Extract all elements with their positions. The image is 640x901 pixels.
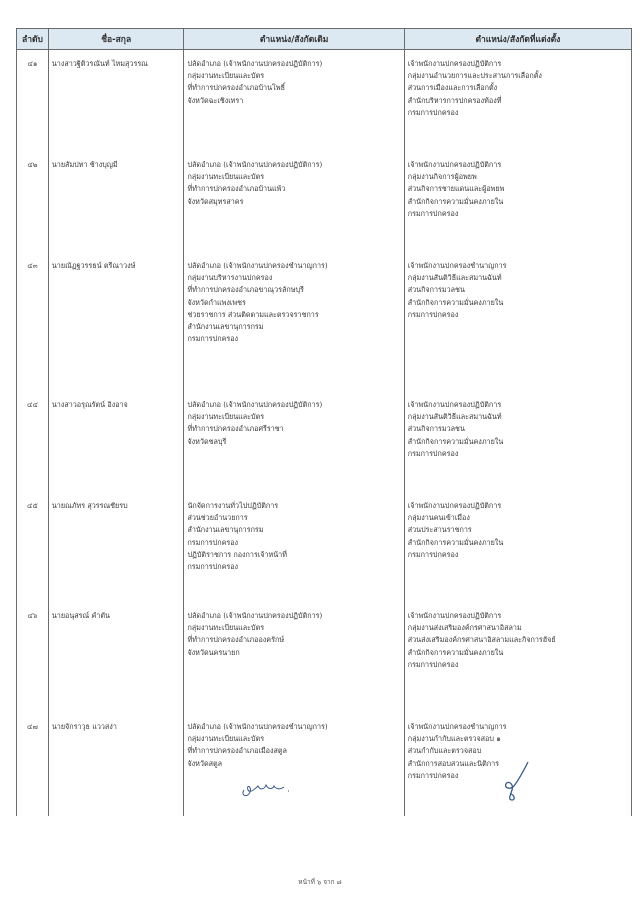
new-position-line: กลุ่มงานสันติวิธีและสมานฉันท์ — [407, 273, 502, 283]
new-position-line: สำนักกิจการความมั่นคงภายใน — [407, 436, 504, 446]
new-position — [405, 252, 631, 391]
old-position — [184, 391, 404, 492]
table-row — [16, 713, 632, 816]
header-index: ลำดับ — [17, 29, 49, 49]
signature-right — [498, 760, 534, 804]
new-position-line: เจ้าพนักงานปกครองปฏิบัติการ — [407, 59, 502, 68]
old-position-line: ส่วนช่วยอำนวยการ — [187, 513, 248, 523]
appointment-table — [16, 28, 632, 816]
old-position-line: จังหวัดชลบุรี — [187, 436, 227, 446]
old-position — [184, 602, 404, 713]
new-position-line: เจ้าพนักงานปกครองชำนาญการ — [407, 261, 507, 270]
new-position-line: ส่วนกำกับและตรวจสอบ — [407, 746, 482, 756]
page-number: หน้าที่ ๖ จาก ๘ — [298, 878, 342, 886]
new-position-line: เจ้าพนักงานปกครองปฏิบัติการ — [407, 400, 502, 409]
row-index: ๔๒ — [17, 151, 49, 252]
new-position-line: ส่วนกิจการชายแดนและผู้อพยพ — [407, 184, 505, 194]
old-position-line: ที่ทำการปกครองอำเภอเมืองสตูล — [187, 746, 287, 756]
header-name: ชื่อ-สกุล — [49, 29, 185, 49]
new-position-line: ส่วนการเมืองและการเลือกตั้ง — [407, 83, 498, 93]
old-position-line: จังหวัดฉะเชิงเทรา — [187, 95, 244, 105]
old-position-line: จังหวัดนครนายก — [187, 647, 240, 657]
old-position-line: กรมการปกครอง — [187, 537, 239, 547]
header-new-position: ตำแหน่ง/สังกัดที่แต่งตั้ง — [475, 35, 561, 45]
old-position-line: ที่ทำการปกครองอำเภอบ้านโพธิ์ — [187, 83, 285, 93]
new-position-line: กรมการปกครอง — [407, 208, 459, 218]
table-header — [16, 28, 632, 50]
new-position-line: กรมการปกครอง — [407, 770, 459, 780]
header-old-position: ตำแหน่ง/สังกัดเดิม — [184, 29, 404, 49]
old-position-line: จังหวัดสมุทรสาคร — [187, 196, 244, 206]
old-position — [184, 713, 404, 816]
old-position-line: ปลัดอำเภอ (เจ้าพนักงานปกครองปฏิบัติการ) — [187, 59, 323, 68]
table-body — [16, 50, 632, 816]
old-position-line: จังหวัดสตูล — [187, 758, 223, 768]
old-position-line: กลุ่มงานทะเบียนและบัตร — [187, 172, 265, 182]
old-position — [184, 252, 404, 391]
old-position-line: กลุ่มงานทะเบียนและบัตร — [187, 623, 265, 633]
new-position-line: สำนักกิจการความมั่นคงภายใน — [407, 297, 504, 307]
new-position — [405, 391, 631, 492]
new-position-line: เจ้าพนักงานปกครองชำนาญการ — [407, 722, 507, 731]
table-row — [16, 151, 632, 252]
person-name: นางสาวอรุณรัตน์ อิงอาจ — [49, 391, 185, 492]
person-name: นายณัฏฐวรรธน์ ตรีณาวงษ์ — [49, 252, 185, 391]
row-index: ๔๔ — [17, 391, 49, 492]
new-position-line: กลุ่มงานกิจการผู้อพยพ — [407, 172, 477, 182]
new-position-line: ส่วนกิจการมวลชน — [407, 285, 465, 295]
new-position — [405, 492, 631, 602]
person-name: นายสัมปทา ช้างบุญมี — [49, 151, 185, 252]
table-row — [16, 391, 632, 492]
new-position-line: กลุ่มงานอำนวยการและประสานการเลือกตั้ง — [407, 71, 542, 81]
person-name: นายณภัทร สุวรรณชัยรบ — [49, 492, 185, 602]
table-row — [16, 602, 632, 713]
old-position-line: กลุ่มงานทะเบียนและบัตร — [187, 71, 265, 81]
new-position-line: ส่วนส่งเสริมองค์กรศาสนาอิสลามและกิจการฮัจย์ — [407, 635, 556, 645]
new-position — [405, 50, 631, 151]
signature-left — [238, 776, 298, 800]
new-position-line: สำนักกิจการความมั่นคงภายใน — [407, 647, 504, 657]
new-position-line: กรมการปกครอง — [407, 549, 459, 559]
new-position-line: กลุ่มงานคนเข้าเมือง — [407, 513, 470, 523]
new-position-line: สำนักบริหารการปกครองท้องที่ — [407, 95, 502, 105]
new-position-line: กลุ่มงานส่งเสริมองค์กรศาสนาอิสลาม — [407, 623, 522, 633]
new-position-line: กรมการปกครอง — [407, 448, 459, 458]
person-name: นางสาวฐิติวรณันท์ ไหมสุวรรณ — [49, 50, 185, 151]
new-position-line: เจ้าพนักงานปกครองปฏิบัติการ — [407, 501, 502, 510]
new-position-line: สำนักกิจการความมั่นคงภายใน — [407, 537, 504, 547]
old-position-line: กลุ่มงานบริหารงานปกครอง — [187, 273, 273, 283]
old-position-line: ปฏิบัติราชการ กองการเจ้าหน้าที่ — [187, 549, 287, 559]
old-position-line: สำนักงานเลขานุการกรม — [187, 525, 264, 535]
new-position-line: กรมการปกครอง — [407, 107, 459, 117]
old-position-line: ที่ทำการปกครองอำเภอองครักษ์ — [187, 635, 285, 645]
old-position-line: กลุ่มงานทะเบียนและบัตร — [187, 734, 265, 744]
old-position — [184, 492, 404, 602]
row-index: ๔๗ — [17, 713, 49, 816]
old-position-line: จังหวัดกำแพงเพชร — [187, 297, 246, 307]
new-position-line: กลุ่มงานกำกับและตรวจสอบ ๑ — [407, 734, 501, 744]
old-position — [184, 50, 404, 151]
row-index: ๔๖ — [17, 602, 49, 713]
old-position — [184, 151, 404, 252]
new-position-line: สำนักการสอบสวนและนิติการ — [407, 758, 499, 768]
new-position-line: ส่วนกิจการมวลชน — [407, 424, 465, 434]
old-position-line: นักจัดการงานทั่วไปปฏิบัติการ — [187, 501, 279, 510]
new-position-line: เจ้าพนักงานปกครองปฏิบัติการ — [407, 611, 502, 620]
new-position — [405, 602, 631, 713]
old-position-line: กรมการปกครอง — [187, 562, 239, 572]
table-row — [16, 492, 632, 602]
old-position-line: ปลัดอำเภอ (เจ้าพนักงานปกครองปฏิบัติการ) — [187, 400, 323, 409]
old-position-line: กรมการปกครอง — [187, 334, 239, 344]
new-position-line: ส่วนประสานราชการ — [407, 525, 472, 535]
new-position-line: กรมการปกครอง — [407, 659, 459, 669]
old-position-line: สำนักงานเลขานุการกรม — [187, 322, 264, 332]
new-position-line: สำนักกิจการความมั่นคงภายใน — [407, 196, 504, 206]
new-position-line: กรมการปกครอง — [407, 309, 459, 319]
row-index: ๔๓ — [17, 252, 49, 391]
old-position-line: ที่ทำการปกครองอำเภอขาณุวรลักษบุรี — [187, 285, 304, 295]
table-row — [16, 252, 632, 391]
old-position-line: ที่ทำการปกครองอำเภอศรีราชา — [187, 424, 284, 434]
new-position — [405, 151, 631, 252]
old-position-line: ช่วยราชการ ส่วนติดตามและตรวจราชการ — [187, 309, 319, 319]
old-position-line: กลุ่มงานทะเบียนและบัตร — [187, 412, 265, 422]
new-position-line: เจ้าพนักงานปกครองปฏิบัติการ — [407, 160, 502, 169]
table-row — [16, 50, 632, 151]
new-position-line: กลุ่มงานสันติวิธีและสมานฉันท์ — [407, 412, 502, 422]
old-position-line: ปลัดอำเภอ (เจ้าพนักงานปกครองปฏิบัติการ) — [187, 160, 323, 169]
row-index: ๔๕ — [17, 492, 49, 602]
person-name: นายอนุสรณ์ คำตัน — [49, 602, 185, 713]
old-position-line: ที่ทำการปกครองอำเภอบ้านแพ้ว — [187, 184, 286, 194]
old-position-line: ปลัดอำเภอ (เจ้าพนักงานปกครองชำนาญการ) — [187, 722, 328, 731]
person-name: นายจักราวุธ แววสง่า — [49, 713, 185, 816]
old-position-line: ปลัดอำเภอ (เจ้าพนักงานปกครองชำนาญการ) — [187, 261, 328, 270]
old-position-line: ปลัดอำเภอ (เจ้าพนักงานปกครองปฏิบัติการ) — [187, 611, 323, 620]
row-index: ๔๑ — [17, 50, 49, 151]
